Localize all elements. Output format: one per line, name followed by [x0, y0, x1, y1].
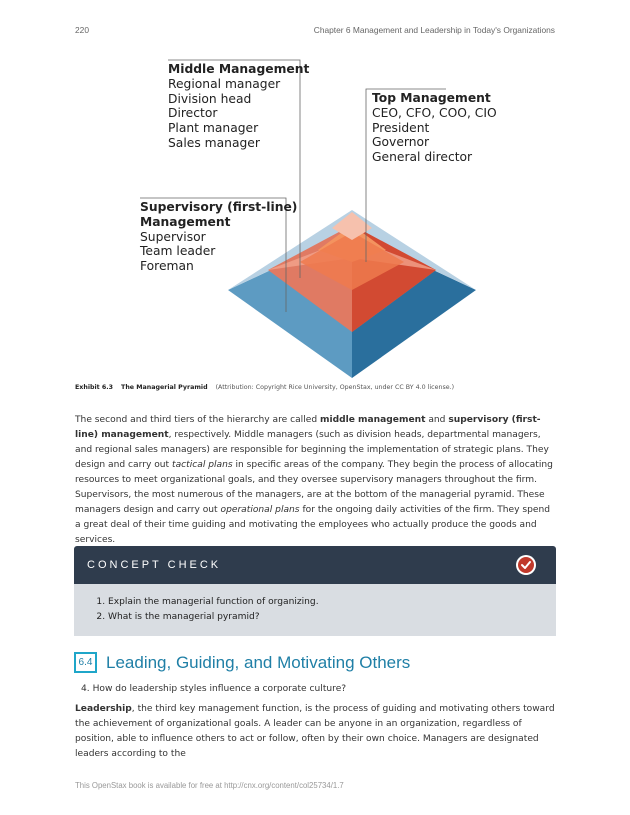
concept-check-title: CONCEPT CHECK [87, 559, 222, 571]
role: Sales manager [168, 135, 260, 150]
text: , respectively. Middle managers (such as division heads, departmental managers, and regional sales managers) are responsible for beginning the implementation of strategic plans. They design and carry out [75, 430, 549, 470]
role: Director [168, 106, 218, 121]
learning-objective: 4. How do leadership styles influence a corporate culture? [81, 684, 347, 694]
text: for the ongoing daily activities of the firm. They spend a great deal of their time guiding and motivating the employees who actually produce the goods and services. [75, 505, 551, 545]
supervisory-management-label [140, 200, 297, 274]
section-number: 6.4 [74, 652, 97, 673]
middle-management-title: Middle Management [168, 62, 310, 76]
caption-title: The Managerial Pyramid [121, 384, 208, 391]
concept-check-body [74, 584, 556, 636]
role: Governor [372, 135, 430, 150]
middle-management-label [168, 62, 309, 151]
caption-label: Exhibit 6.3 [75, 384, 114, 391]
exhibit-caption [75, 384, 454, 391]
paragraph-tiers [75, 413, 557, 548]
caption-attribution: (Attribution: Copyright Rice University, OpenStax, under CC BY 4.0 license.) [215, 384, 455, 391]
role: General director [372, 150, 473, 165]
role: Regional manager [168, 76, 281, 91]
text: and [425, 415, 449, 425]
list-item: 2. What is the managerial pyramid? [108, 610, 556, 625]
term-tactical-plans: tactical plans [172, 460, 233, 470]
role: CEO, CFO, COO, CIO [372, 105, 497, 120]
top-management-label [372, 91, 497, 165]
term-leadership: Leadership [75, 704, 132, 714]
role: Supervisor [140, 229, 206, 244]
concept-check-box [74, 546, 556, 636]
role: Foreman [140, 259, 194, 274]
term-operational-plans: operational plans [220, 505, 300, 515]
role: Division head [168, 91, 252, 106]
term-supervisory-management: supervisory (first-line) management [75, 415, 541, 440]
checkmark-icon [516, 555, 536, 575]
supervisory-title-line2: Management [140, 214, 231, 229]
role: Team leader [140, 244, 216, 259]
term-middle-management: middle management [320, 415, 426, 425]
section-title: Leading, Guiding, and Motivating Others [106, 653, 411, 672]
supervisory-title-line1: Supervisory (first-line) [140, 200, 298, 214]
top-management-title: Top Management [372, 91, 491, 105]
role: Plant manager [168, 121, 259, 136]
text: , the third key management function, is the process of guiding and motivating others toward the achievement of organizational goals. A leader can be anyone in an organization, regardless of position, able to influence others to act or follow, often by their own choice. Managers are designated leaders according to the [75, 704, 555, 759]
concept-check-header [74, 546, 556, 584]
page-footer: This OpenStax book is available for free at http://cnx.org/content/col25734/1.7 [75, 781, 344, 790]
chapter-title: Chapter 6 Management and Leadership in Today's Organizations [313, 25, 555, 35]
role: President [372, 120, 430, 135]
list-item: 1. Explain the managerial function of organizing. [108, 595, 556, 610]
paragraph-leadership [75, 702, 557, 762]
managerial-pyramid-diagram [0, 0, 630, 380]
page-number: 220 [75, 25, 89, 35]
text: The second and third tiers of the hierarchy are called [75, 415, 320, 425]
text: in specific areas of the company. They begin the process of allocating resources to meet organizational goals, and they oversee supervisory managers throughout the firm. Supervisors, the most numerous of the managers, are at the bottom of the managerial pyramid. These managers design and carry out [75, 460, 553, 515]
